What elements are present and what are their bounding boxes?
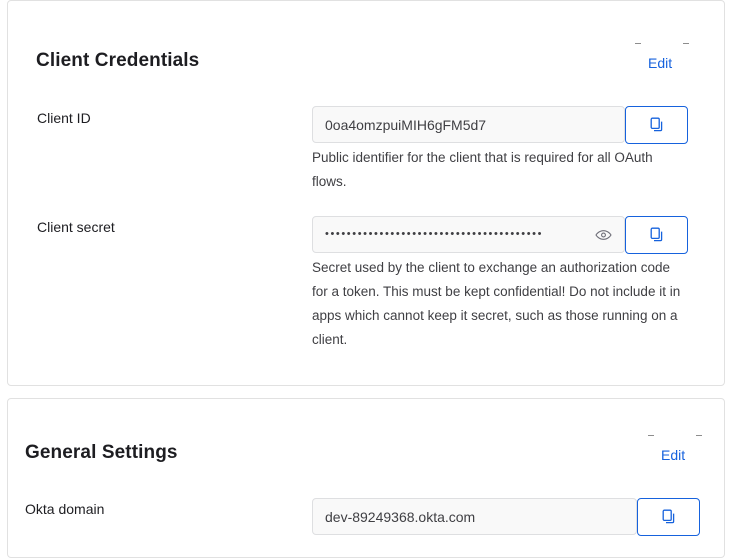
okta-domain-value: dev-89249368.okta.com	[325, 508, 476, 525]
eye-icon[interactable]	[594, 226, 612, 244]
copy-icon	[649, 227, 665, 243]
edit-focus-indicator-general	[648, 435, 702, 441]
client-secret-help-text: Secret used by the client to exchange an authorization code for a token. This must be kept confidential! Do not include it in apps which cannot keep it secret, such as those running on a client.	[312, 260, 681, 347]
client-id-help-text: Public identifier for the client that is required for all OAuth flows.	[312, 150, 653, 189]
copy-client-id-button[interactable]	[625, 106, 688, 144]
okta-domain-label: Okta domain	[25, 501, 105, 517]
copy-icon	[661, 509, 677, 525]
client-secret-masked-value: ••••••••••••••••••••••••••••••••••••••••	[325, 229, 544, 240]
client-secret-label: Client secret	[37, 219, 115, 235]
copy-okta-domain-button[interactable]	[637, 498, 700, 536]
client-secret-input[interactable]	[312, 216, 625, 253]
client-id-input[interactable]	[312, 106, 625, 143]
general-settings-title: General Settings	[25, 442, 178, 463]
client-id-label: Client ID	[37, 110, 91, 126]
edit-client-credentials-link[interactable]: Edit	[648, 55, 673, 71]
okta-domain-input[interactable]	[312, 498, 637, 535]
edit-general-settings-link[interactable]: Edit	[661, 447, 686, 463]
copy-icon	[649, 117, 665, 133]
client-id-value: 0oa4omzpuiMIH6gFM5d7	[325, 116, 487, 133]
client-credentials-title: Client Credentials	[36, 50, 200, 71]
edit-focus-indicator-credentials	[635, 43, 689, 49]
copy-client-secret-button[interactable]	[625, 216, 688, 254]
